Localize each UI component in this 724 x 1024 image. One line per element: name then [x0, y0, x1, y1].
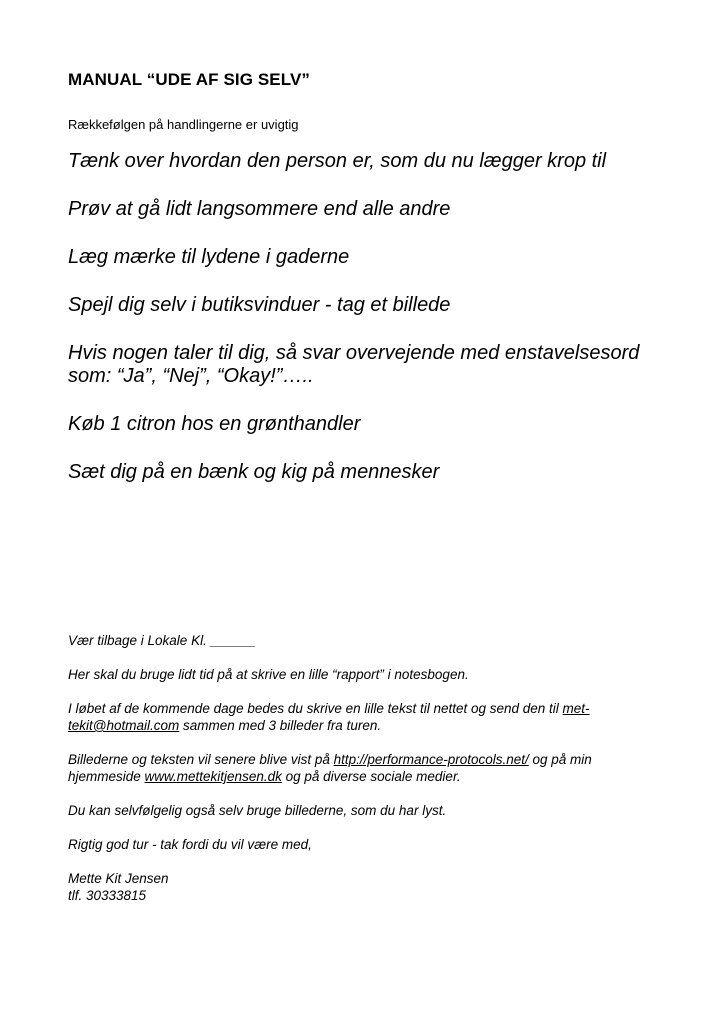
display-text-mid: og på min hjemmeside [68, 752, 592, 784]
send-text-pre: I løbet af de kommende dage bedes du skrive en lille tekst til nettet og send den til [68, 701, 563, 716]
display-text-pre: Billederne og teksten vil senere blive vist på [68, 752, 334, 767]
document-title: MANUAL “UDE AF SIG SELV” [68, 70, 310, 89]
instruction-item: Spejl dig selv i butiksvinduer - tag et billede [68, 294, 451, 316]
homepage-link[interactable]: www.mettekitjensen.dk [144, 769, 282, 784]
email-link[interactable]: met-tekit@hotmail.com [68, 701, 590, 733]
footer-section [68, 632, 648, 904]
signature-phone: tlf. 30333815 [68, 888, 147, 903]
instruction-list [68, 150, 668, 509]
display-text-post: og på diverse sociale medier. [281, 769, 461, 784]
thanks-text: Rigtig god tur - tak fordi du vil være med, [68, 837, 312, 852]
send-instructions [68, 700, 648, 734]
send-text-post: sammen med 3 billeder fra turen. [179, 718, 382, 733]
performance-protocols-link[interactable]: http://performance-protocols.net/ [333, 752, 529, 767]
instruction-item: Hvis nogen taler til dig, så svar overvejende med enstavelsesord som: “Ja”, “Nej”, “Okay!”….. [68, 342, 640, 387]
report-text: Her skal du bruge lidt tid på at skrive en lille “rapport” i notesbogen. [68, 667, 469, 682]
instruction-item: Køb 1 citron hos en grønthandler [68, 413, 361, 435]
return-time-text: Vær tilbage i Lokale Kl. ______ [68, 633, 256, 648]
usage-text: Du kan selvfølgelig også selv bruge billederne, som du har lyst. [68, 803, 447, 818]
instruction-item: Prøv at gå lidt langsommere end alle andre [68, 198, 451, 220]
instruction-item: Tænk over hvordan den person er, som du nu lægger krop til [68, 150, 607, 172]
document-subtitle: Rækkefølgen på handlingerne er uvigtig [68, 117, 299, 132]
display-info [68, 751, 648, 785]
signature [68, 870, 648, 904]
instruction-item: Sæt dig på en bænk og kig på mennesker [68, 461, 440, 483]
instruction-item: Læg mærke til lydene i gaderne [68, 246, 350, 268]
signature-name: Mette Kit Jensen [68, 871, 169, 886]
